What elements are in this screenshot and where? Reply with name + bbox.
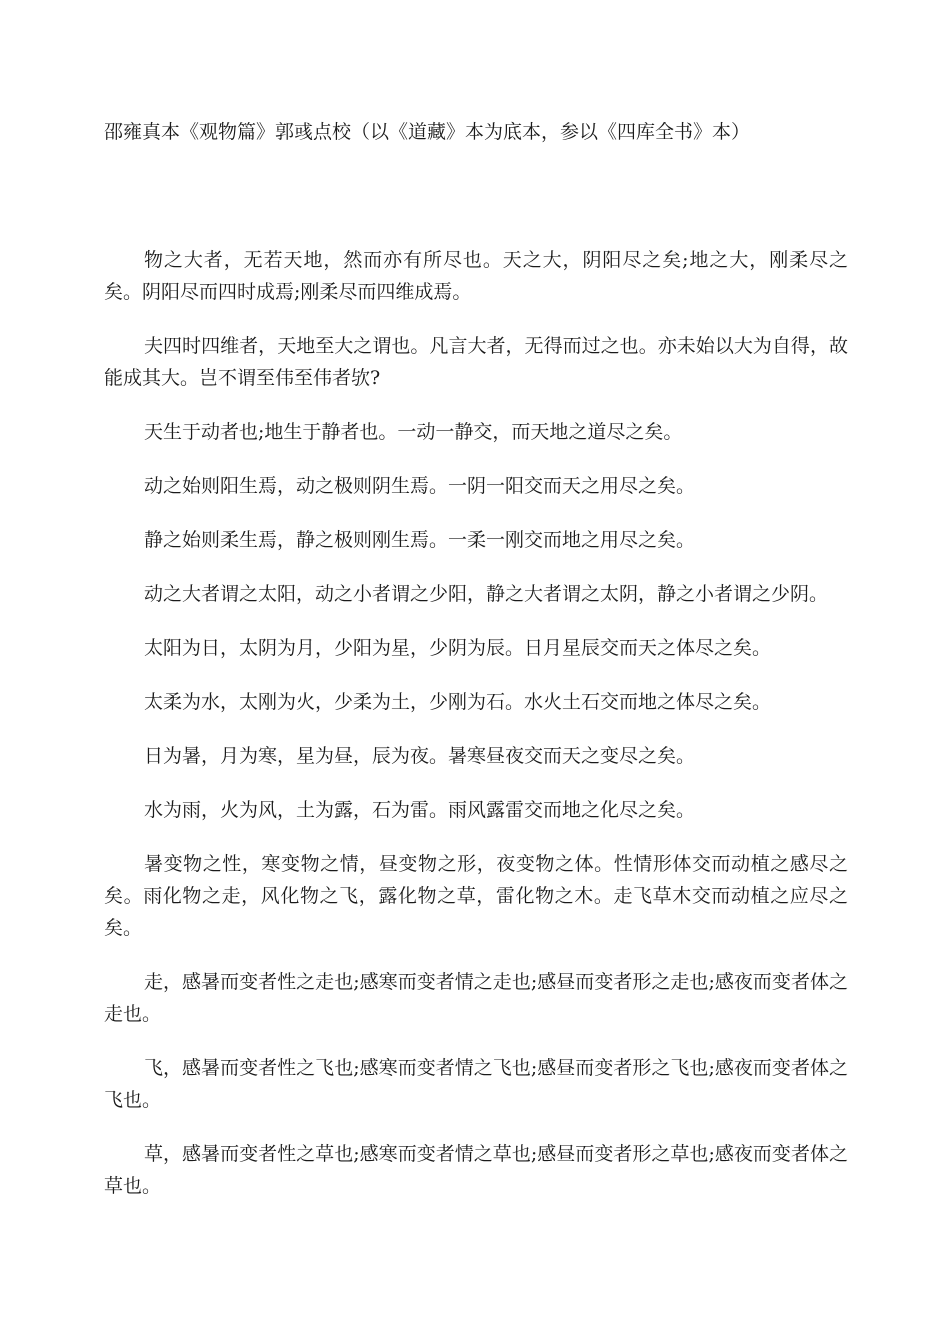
paragraph: 静之始则柔生焉，静之极则刚生焉。一柔一刚交而地之用尽之矣。 [144,529,696,551]
paragraph: 动之始则阳生焉，动之极则阴生焉。一阴一阳交而天之用尽之矣。 [144,475,696,497]
paragraph: 日为暑，月为寒，星为昼，辰为夜。暑寒昼夜交而天之变尽之矣。 [144,745,696,767]
paragraph: 太阳为日，太阴为月，少阳为星，少阴为辰。日月星辰交而天之体尽之矣。 [144,637,772,659]
paragraph: 动之大者谓之太阳，动之小者谓之少阳，静之大者谓之太阴，静之小者谓之少阴。 [144,583,829,605]
paragraph: 夫四时四维者，天地至大之谓也。凡言大者，无得而过之也。亦未始以大为自得，故能成其大。岂不谓至伟至伟者欤? [104,335,848,389]
document-body [104,244,848,1224]
paragraph: 太柔为水，太刚为火，少柔为土，少刚为石。水火土石交而地之体尽之矣。 [144,691,772,713]
paragraph: 飞，感暑而变者性之飞也;感寒而变者情之飞也;感昼而变者形之飞也;感夜而变者体之飞也。 [104,1057,848,1111]
paragraph: 天生于动者也;地生于静者也。一动一静交，而天地之道尽之矣。 [144,421,683,443]
paragraph: 水为雨，火为风，土为露，石为雷。雨风露雷交而地之化尽之矣。 [144,799,696,821]
paragraph: 草，感暑而变者性之草也;感寒而变者情之草也;感昼而变者形之草也;感夜而变者体之草也。 [104,1143,848,1197]
paragraph: 物之大者，无若天地，然而亦有所尽也。天之大，阴阳尽之矣;地之大，刚柔尽之矣。阴阳尽而四时成焉;刚柔尽而四维成焉。 [104,249,848,303]
paragraph: 暑变物之性，寒变物之情，昼变物之形，夜变物之体。性情形体交而动植之感尽之矣。雨化物之走，风化物之飞，露化物之草，雷化物之木。走飞草木交而动植之应尽之矣。 [104,853,848,939]
document-header: 邵雍真本《观物篇》郭彧点校（以《道藏》本为底本，参以《四库全书》本） [104,121,751,143]
paragraph: 走，感暑而变者性之走也;感寒而变者情之走也;感昼而变者形之走也;感夜而变者体之走也。 [104,971,848,1025]
